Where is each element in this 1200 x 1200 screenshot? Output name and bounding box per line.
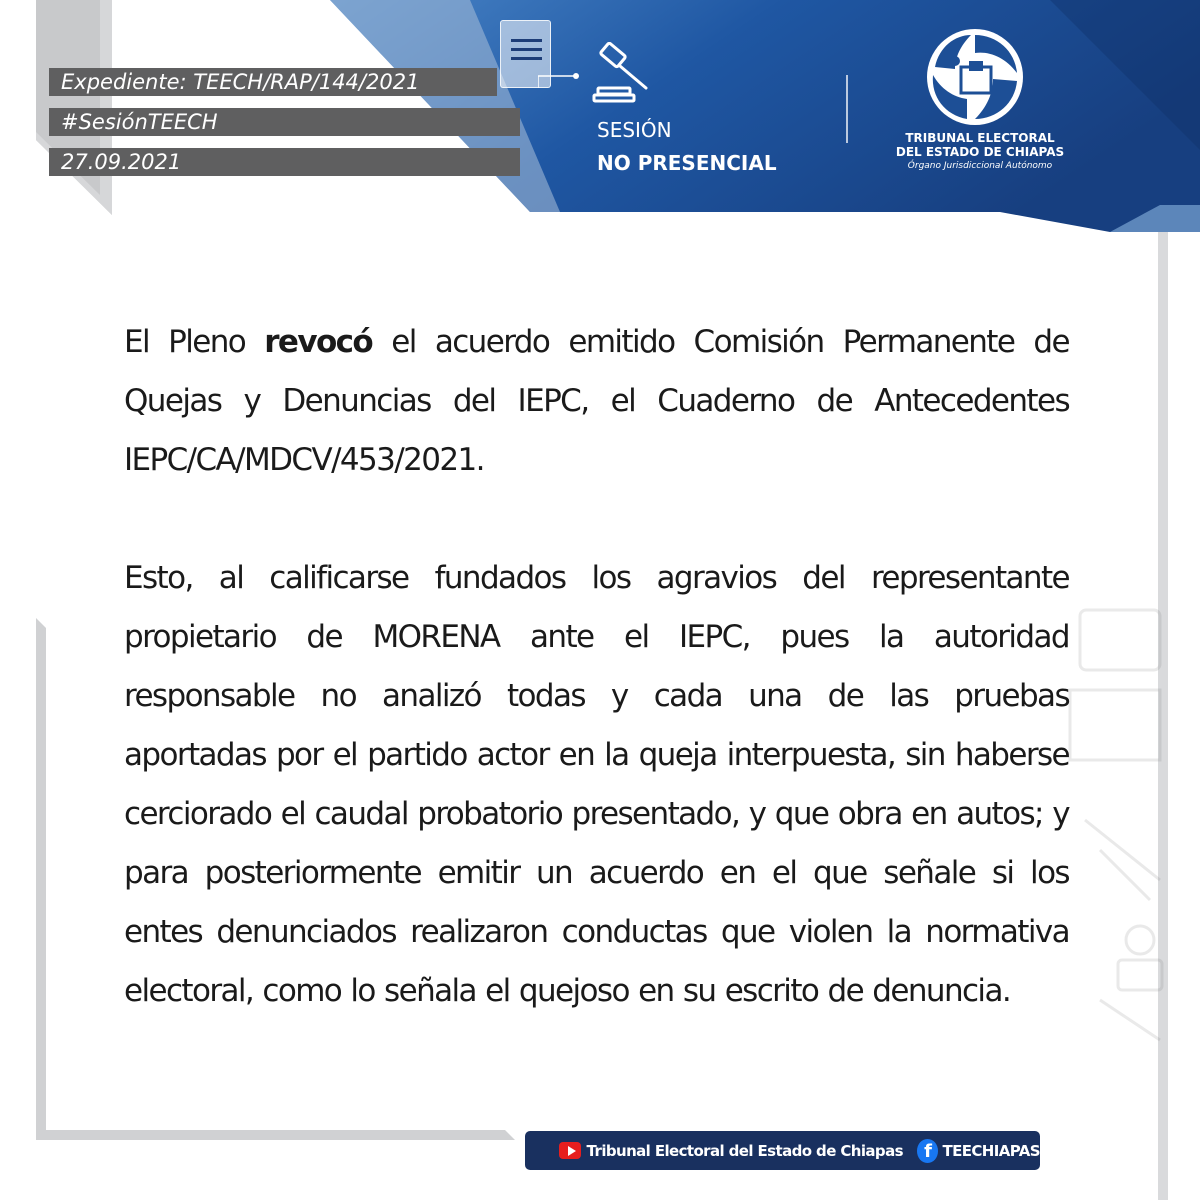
paragraph-1-emphasis: revocó bbox=[264, 324, 373, 360]
header-divider bbox=[846, 75, 848, 143]
session-mode: NO PRESENCIAL bbox=[597, 151, 777, 175]
case-file-tag: Expediente: TEECH/RAP/144/2021 bbox=[49, 68, 497, 96]
paragraph-resolution bbox=[124, 313, 1069, 490]
decorative-illustration bbox=[1070, 610, 1162, 1040]
youtube-icon[interactable] bbox=[559, 1142, 581, 1159]
footer-social-bar bbox=[525, 1131, 1040, 1170]
left-frame-bottom bbox=[36, 618, 46, 1140]
tribunal-logo bbox=[925, 27, 1025, 127]
session-label: SESIÓN bbox=[597, 118, 672, 142]
date-tag: 27.09.2021 bbox=[49, 148, 520, 176]
organization-name-line-2: DEL ESTADO DE CHIAPAS bbox=[895, 145, 1065, 159]
facebook-icon[interactable]: f bbox=[917, 1139, 939, 1163]
bottom-frame bbox=[36, 1130, 515, 1140]
session-hashtag-tag: #SesiónTEECH bbox=[49, 108, 520, 136]
paragraph-1-end: el acuerdo emitido Comisión Permanente de Quejas y Denuncias del IEPC, el Cuaderno de Antecedentes IEPC/CA/MDCV/453/2021. bbox=[124, 324, 1069, 478]
facebook-page-label[interactable]: TEECHIAPAS bbox=[942, 1141, 1040, 1160]
gavel-icon bbox=[590, 42, 658, 104]
connector-line bbox=[538, 60, 583, 90]
paragraph-reasoning: Esto, al calificarse fundados los agravios del representante propietario de MORENA ante el IEPC, pues la autoridad responsable no analizó todas y cada una de las pruebas aportadas por el partido actor en la queja interpuesta, sin haberse cerciorado el caudal probatorio presentado, y que obra en autos; y para posteriormente emitir un acuerdo en el que señale si los entes denunciados realizaron conductas que violen la normativa electoral, como lo señala el quejoso en su escrito de denuncia. bbox=[124, 560, 1069, 1009]
organization-subtitle: Órgano Jurisdiccional Autónomo bbox=[907, 161, 1053, 171]
youtube-channel-label[interactable]: Tribunal Electoral del Estado de Chiapas bbox=[586, 1141, 903, 1160]
organization-name-line-1: TRIBUNAL ELECTORAL bbox=[905, 131, 1055, 145]
paragraph-1-start: El Pleno bbox=[124, 324, 265, 360]
